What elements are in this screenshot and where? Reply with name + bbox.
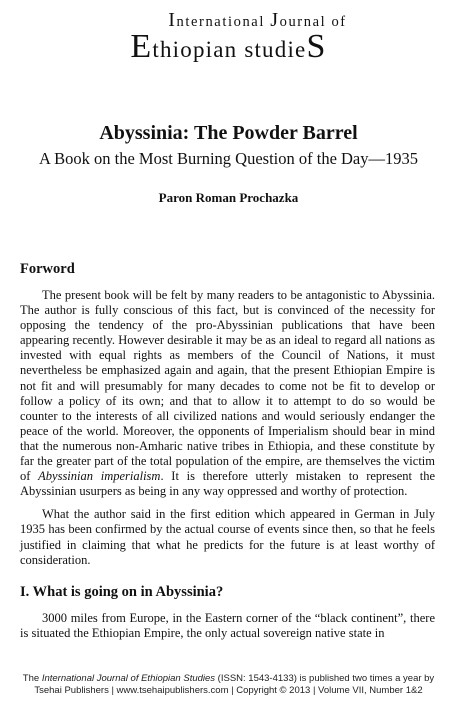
page-footer bbox=[0, 673, 457, 697]
section-1-heading: I. What is going on in Abyssinia? bbox=[20, 583, 224, 600]
foreword-paragraph-1: The present book will be felt by many readers to be antagonistic to Abyssinia. The author is fully conscious of this fact, but is convinced of the necessity for opposing the tendency of the pro-Abyssinian publications that have been appearing recently. However desirable it may be as an ideal to regard all nations as invested with equal rights as members of the Council of Nations, it must nevertheless be emphasized again and again, that the present Ethiopian Empire is not fit and will presumably for many decades to come not be fit to develop or follow a policy of its own; and that to allow it to attempt to do so would be counter to the interests of all civilized nations and would seriously endanger the peace of the world. Moreover, the opponents of Imperialism should bear in mind that the numerous non-Amharic native tribes in Ethiopia, and these constitute by far the greater part of the total population of the empire, are themselves the victim of Abyssinian imperialism. It is therefore utterly mistaken to represent the Abyssinian usurpers as being in any way oppressed and worthy of protection. bbox=[20, 288, 435, 499]
foreword-paragraph-2: What the author said in the first edition which appeared in German in July 1935 has been confirmed by the actual course of events since then, so that he feels justified in claiming that what he predicts for the future is at least worthy of consideration. bbox=[20, 507, 435, 567]
article-author: Paron Roman Prochazka bbox=[158, 190, 299, 205]
foreword-heading: Forword bbox=[20, 261, 75, 277]
footer-line-1: The International Journal of Ethiopian Studies (ISSN: 1543-4133) is published two times a year by bbox=[22, 673, 435, 684]
article-header bbox=[0, 122, 457, 206]
footer-line-2: Tsehai Publishers | www.tsehaipublishers.com | Copyright © 2013 | Volume VII, Number 1&2 bbox=[34, 685, 423, 696]
article-body bbox=[20, 261, 435, 649]
masthead-line2: Ethiopian studieS bbox=[130, 28, 327, 65]
article-subtitle: A Book on the Most Burning Question of the Day—1935 bbox=[38, 149, 419, 168]
article-title: Abyssinia: The Powder Barrel bbox=[99, 122, 358, 144]
emphasis-text: Abyssinian imperialism bbox=[38, 469, 161, 484]
section-1-paragraph-1: 3000 miles from Europe, in the Eastern corner of the “black continent”, there is situated the Ethiopian Empire, the only actual sovereign native state in bbox=[20, 610, 435, 640]
masthead-line1: International Journal of bbox=[168, 9, 347, 31]
journal-masthead bbox=[0, 10, 457, 64]
